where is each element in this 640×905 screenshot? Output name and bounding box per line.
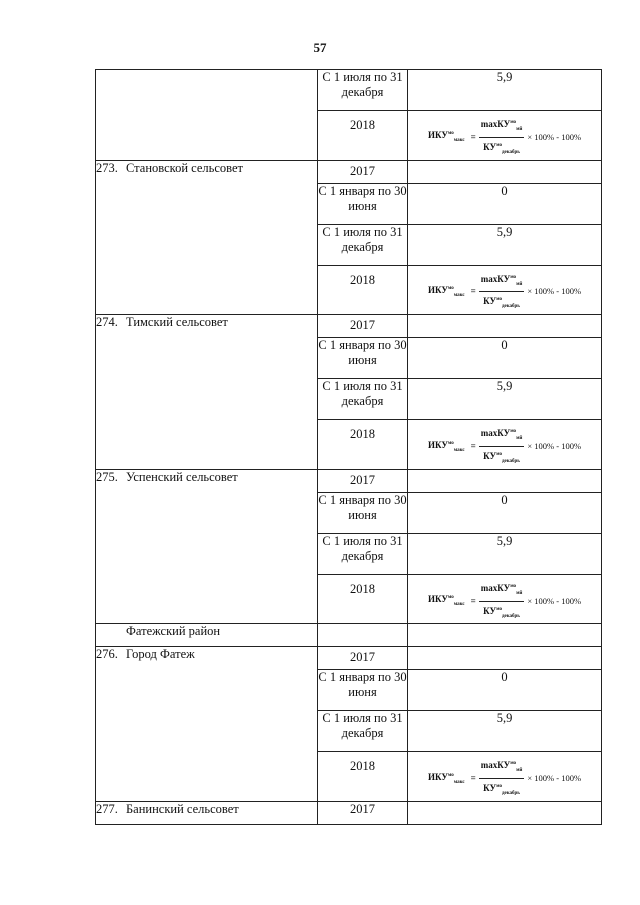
formula-lhs-sub: макс — [453, 601, 465, 607]
formula-equals: = — [470, 773, 476, 784]
entity-number: 274. — [96, 315, 118, 330]
entity-name: Город Фатеж — [126, 647, 195, 662]
formula-equals: = — [470, 131, 476, 142]
formula-den-sub: декабрь — [501, 458, 520, 464]
formula-fraction — [479, 115, 525, 160]
value-cell — [408, 420, 602, 470]
entity-name: Фатежский район — [126, 624, 221, 639]
formula-num-sup: мо — [510, 761, 517, 767]
table-row — [96, 624, 602, 647]
period-cell: 2017 — [318, 160, 408, 183]
value-cell: 0 — [408, 670, 602, 711]
formula-numerator: maxКУ$^{мо}_{мй}$ — [479, 424, 525, 447]
formula-denominator: $КУ^{мо}_{декабрь}$ — [483, 141, 520, 155]
entity-name-cell — [96, 160, 318, 315]
formula-den-sup: мо — [496, 606, 502, 612]
formula-den-sub: декабрь — [501, 613, 520, 619]
value-cell — [408, 574, 602, 624]
value-cell: 0 — [408, 492, 602, 533]
table-row — [96, 70, 602, 111]
period-cell: 2017 — [318, 647, 408, 670]
formula-equals: = — [470, 440, 476, 451]
formula-num-sub: мй — [516, 126, 523, 132]
period-cell: С 1 июля по 31 декабря — [318, 224, 408, 265]
table-row — [96, 469, 602, 492]
entity-number: 276. — [96, 647, 118, 662]
period-cell: 2017 — [318, 469, 408, 492]
period-cell: 2017 — [318, 315, 408, 338]
period-cell: С 1 июля по 31 декабря — [318, 711, 408, 752]
formula-lhs: $ИКУ^{мо}_{макс}$ — [427, 594, 465, 607]
formula-tail: × 100% - 100% — [527, 595, 582, 606]
entity-name: Становской сельсовет — [126, 160, 243, 175]
formula-num-sup: мо — [510, 429, 517, 435]
formula-lhs-sup: мо — [447, 772, 454, 778]
formula-numerator: maxКУ$^{мо}_{мй}$ — [479, 115, 525, 138]
formula-den-sub: декабрь — [501, 149, 520, 155]
period-cell: 2018 — [318, 420, 408, 470]
formula-lhs-sup: мо — [447, 440, 454, 446]
formula-num-sub: мй — [516, 768, 523, 774]
period-cell: 2018 — [318, 752, 408, 802]
period-cell: С 1 января по 30 июня — [318, 492, 408, 533]
formula-den-sup: мо — [496, 297, 502, 303]
formula-lhs: $ИКУ^{мо}_{макс}$ — [427, 284, 465, 298]
period-cell: С 1 июля по 31 декабря — [318, 70, 408, 111]
formula-numerator: maxКУ$^{мо}_{мй}$ — [479, 756, 525, 779]
entity-name-cell — [96, 801, 318, 824]
page-number: 57 — [313, 40, 327, 55]
formula-equals: = — [470, 595, 476, 606]
formula — [408, 579, 601, 624]
formula-numerator: maxКУ$^{мо}_{мй}$ — [479, 270, 525, 293]
period-cell: 2018 — [318, 265, 408, 315]
formula-denominator: $КУ^{мо}_{декабрь}$ — [483, 450, 520, 464]
formula-den-sup: мо — [496, 784, 502, 790]
formula-tail: × 100% - 100% — [527, 286, 582, 297]
formula — [408, 270, 601, 315]
period-cell: 2017 — [318, 801, 408, 824]
formula-num-sub: мй — [516, 281, 523, 287]
period-cell: С 1 января по 30 июня — [318, 338, 408, 379]
formula-lhs-sub: макс — [453, 447, 465, 453]
table-row — [96, 315, 602, 338]
value-cell — [408, 160, 602, 183]
formula-lhs: $ИКУ^{мо}_{макс}$ — [427, 439, 465, 453]
entity-name-cell — [96, 469, 318, 624]
formula-den-sub: декабрь — [501, 790, 520, 796]
value-cell — [408, 315, 602, 338]
formula-lhs-sub: макс — [453, 138, 465, 144]
formula-fraction — [479, 579, 525, 624]
formula-tail: × 100% - 100% — [527, 131, 582, 142]
entity-number: 273. — [96, 160, 118, 175]
entity-name: Тимский сельсовет — [126, 315, 228, 330]
formula-lhs-sub: макс — [453, 292, 465, 298]
formula-denominator: $КУ^{мо}_{декабрь}$ — [483, 296, 520, 310]
tariff-table — [95, 69, 602, 825]
formula-lhs-sub: макс — [453, 779, 465, 785]
value-cell: 5,9 — [408, 711, 602, 752]
value-cell: 5,9 — [408, 379, 602, 420]
entity-name: Успенский сельсовет — [126, 469, 238, 484]
formula-num-sub: мй — [516, 590, 523, 596]
formula-lhs-sup: мо — [447, 595, 454, 601]
formula-den-sup: мо — [496, 451, 502, 457]
formula-numerator: maxКУ$^{мо}_{мй}$ — [479, 579, 525, 602]
formula-tail: × 100% - 100% — [527, 440, 582, 451]
value-cell — [408, 265, 602, 315]
value-cell — [408, 111, 602, 161]
table-row — [96, 801, 602, 824]
period-cell: 2018 — [318, 574, 408, 624]
value-cell: 5,9 — [408, 224, 602, 265]
tariff-table-body — [96, 70, 602, 825]
formula — [408, 756, 601, 801]
formula-num-sup: мо — [510, 274, 517, 280]
period-cell: С 1 июля по 31 декабря — [318, 533, 408, 574]
formula-equals: = — [470, 286, 476, 297]
formula-lhs-sup: мо — [447, 285, 454, 291]
value-cell — [408, 624, 602, 647]
period-cell: С 1 июля по 31 декабря — [318, 379, 408, 420]
entity-name-cell — [96, 647, 318, 802]
formula — [408, 424, 601, 469]
value-cell — [408, 469, 602, 492]
period-cell: С 1 января по 30 июня — [318, 183, 408, 224]
formula-lhs-sup: мо — [447, 131, 454, 137]
entity-number: 275. — [96, 469, 118, 484]
formula — [408, 115, 601, 160]
formula-denominator: $КУ^{мо}_{декабрь}$ — [483, 605, 520, 619]
formula-num-sup: мо — [510, 583, 517, 589]
formula-lhs: $ИКУ^{мо}_{макс}$ — [427, 130, 465, 144]
value-cell: 5,9 — [408, 533, 602, 574]
formula-den-sup: мо — [496, 142, 502, 148]
formula-lhs: $ИКУ^{мо}_{макс}$ — [427, 771, 465, 785]
value-cell — [408, 752, 602, 802]
value-cell — [408, 801, 602, 824]
formula-fraction — [479, 756, 525, 801]
formula-num-sub: мй — [516, 435, 523, 441]
table-row — [96, 647, 602, 670]
entity-name-cell — [96, 315, 318, 470]
entity-name-cell — [96, 70, 318, 161]
formula-denominator: $КУ^{мо}_{декабрь}$ — [483, 783, 520, 796]
formula-tail: × 100% - 100% — [527, 773, 582, 784]
formula-fraction — [479, 270, 525, 315]
value-cell — [408, 647, 602, 670]
period-cell: 2018 — [318, 111, 408, 161]
entity-name-cell — [96, 624, 318, 647]
entity-name: Банинский сельсовет — [126, 801, 239, 816]
period-cell — [318, 624, 408, 647]
value-cell: 0 — [408, 183, 602, 224]
formula-fraction — [479, 424, 525, 469]
value-cell: 5,9 — [408, 70, 602, 111]
formula-num-sup: мо — [510, 120, 517, 125]
table-row — [96, 160, 602, 183]
formula-den-sub: декабрь — [501, 304, 520, 310]
period-cell: С 1 января по 30 июня — [318, 670, 408, 711]
entity-number: 277. — [96, 801, 118, 816]
value-cell: 0 — [408, 338, 602, 379]
